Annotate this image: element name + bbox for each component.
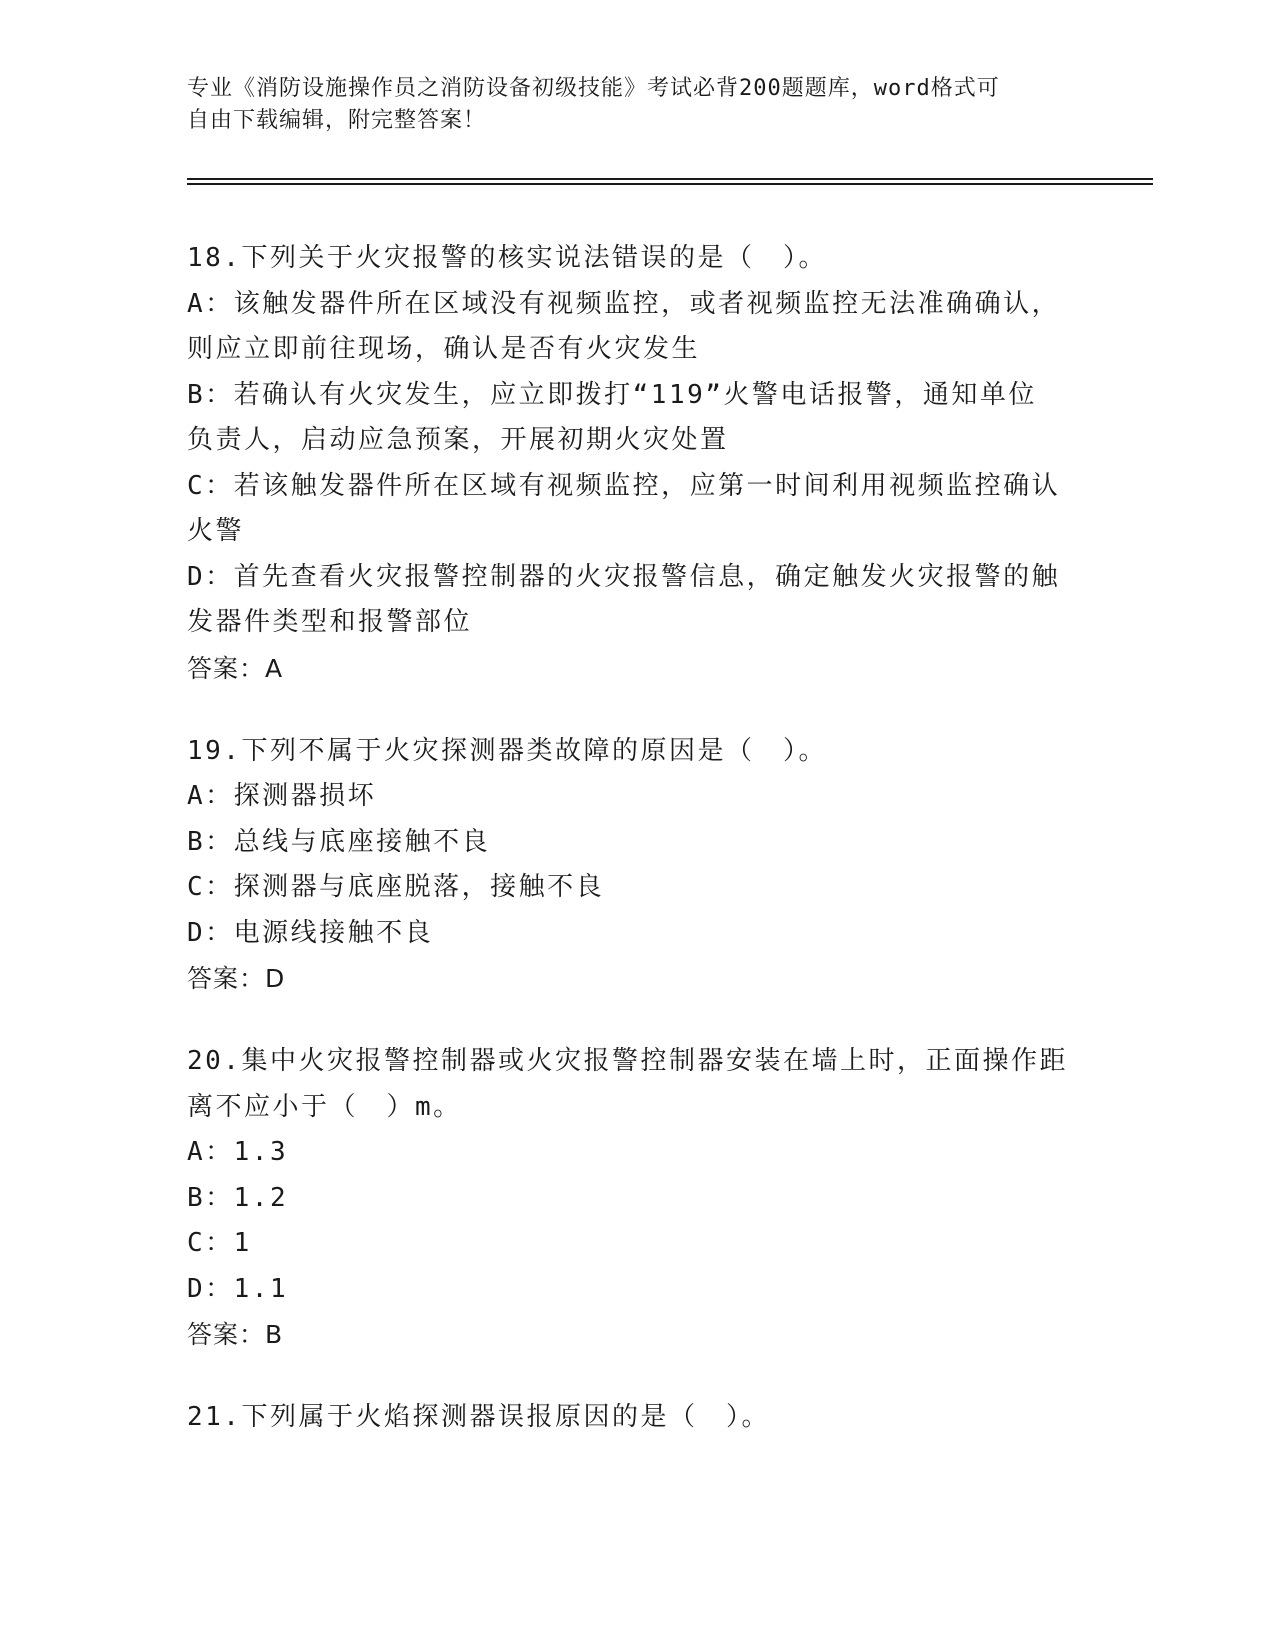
document-header [187, 73, 1067, 137]
option-text: A：该触发器件所在区域没有视频监控，或者视频监控无法准确确认， [187, 288, 1061, 319]
header-divider-top [187, 178, 1153, 180]
option-text: B：若确认有火灾发生，应立即拨打“119”火警电话报警，通知单位 [187, 379, 1037, 410]
option-d: D：电源线接触不良 [187, 917, 434, 948]
option-a: A：1.3 [187, 1137, 289, 1167]
option-a [187, 282, 1087, 373]
option-text: C：若该触发器件所在区域有视频监控，应第一时间利用视频监控确认 [187, 470, 1061, 501]
question-stem: 18.下列关于火灾报警的核实说法错误的是（ ）。 [187, 243, 827, 273]
question-21 [187, 1395, 1087, 1441]
option-c: C：探测器与底座脱落，接触不良 [187, 872, 605, 902]
question-stem: 19.下列不属于火灾探测器类故障的原因是（ ）。 [187, 735, 827, 766]
header-line-1: 专业《消防设施操作员之消防设备初级技能》考试必背200题题库，word格式可 [187, 76, 1000, 101]
question-18 [187, 236, 1087, 691]
question-20 [187, 1039, 1087, 1357]
question-19 [187, 729, 1087, 1002]
answer: 答案：D [187, 964, 286, 993]
option-a: A：探测器损坏 [187, 781, 377, 811]
answer: 答案：B [187, 1320, 284, 1349]
header-line-2: 自由下载编辑，附完整答案！ [187, 108, 487, 133]
option-text: D：首先查看火灾报警控制器的火灾报警信息，确定触发火灾报警的触 [187, 561, 1061, 592]
option-c: C：1 [187, 1228, 252, 1258]
answer: 答案：A [187, 653, 284, 683]
option-text: 则应立即前往现场，确认是否有火灾发生 [187, 334, 701, 364]
question-stem: 21.下列属于火焰探测器误报原因的是（ ）。 [187, 1402, 770, 1432]
option-d [187, 555, 1087, 646]
question-stem: 20.集中火灾报警控制器或火灾报警控制器安装在墙上时，正面操作距 [187, 1046, 1068, 1076]
question-stem-continued: 离不应小于（ ）m。 [187, 1091, 462, 1122]
option-text: 火警 [187, 516, 245, 546]
header-divider-bottom [187, 183, 1153, 185]
option-c [187, 464, 1087, 555]
question-list [187, 236, 1087, 1479]
option-text: 负责人，启动应急预案，开展初期火灾处置 [187, 425, 729, 455]
option-d: D：1.1 [187, 1273, 289, 1304]
option-text: 发器件类型和报警部位 [187, 607, 473, 637]
option-b: B：1.2 [187, 1182, 289, 1213]
option-b [187, 373, 1087, 464]
option-b: B：总线与底座接触不良 [187, 826, 491, 857]
